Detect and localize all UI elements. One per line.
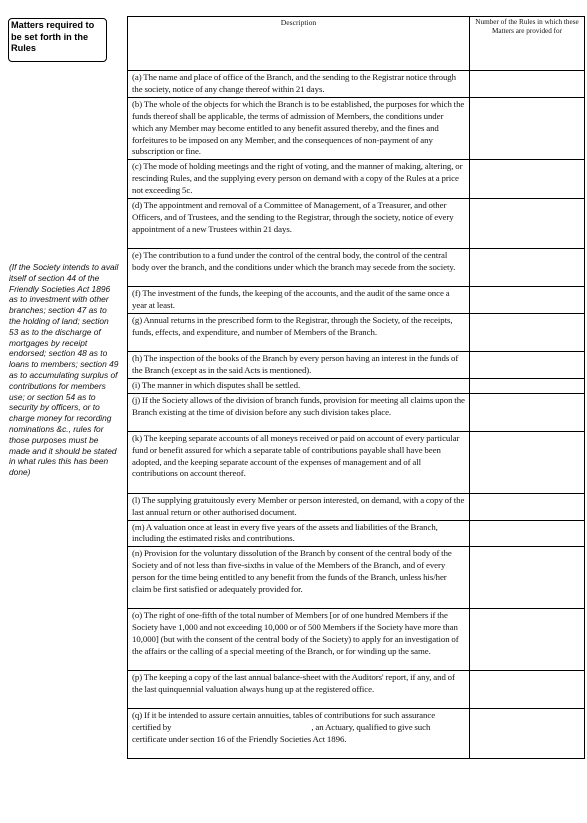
- table-row: [128, 351, 585, 378]
- row-f-description: (f) The investment of the funds, the keeping of the accounts, and the audit of the same once a year at least.: [128, 287, 470, 314]
- row-k-description: (k) The keeping separate accounts of all moneys received or paid on account of every particular fund or benefit assured for which a separate table of contributions payable shall have been adopted, and the keeping separate account of the expenses of management and of all contributions on account thereof.: [128, 431, 470, 493]
- row-i-rule-number: [470, 378, 585, 393]
- matters-heading-box: [8, 18, 107, 62]
- row-q-text-part-1: (q) If it be intended to assure certain annuities, tables of contributions for such assurance certified by: [132, 710, 436, 733]
- row-d-description: (d) The appointment and removal of a Committee of Management, of a Treasurer, and other Officers, and of Trustees, and the sending to the Registrar, through the society, notice of every appointment of a new Trustees within 21 days.: [128, 199, 470, 249]
- description-column-header: Description: [128, 17, 470, 71]
- table-row: [128, 609, 585, 671]
- row-h-rule-number: [470, 351, 585, 378]
- row-g-description: (g) Annual returns in the prescribed form to the Registrar, through the Society, of the receipts, funds, effects, and expenditure, and number of Members of the Branch.: [128, 313, 470, 351]
- row-g-rule-number: [470, 313, 585, 351]
- row-d-rule-number: [470, 199, 585, 249]
- rule-number-column-header: Number of the Rules in which these Matters are provided for: [470, 17, 585, 71]
- row-p-description: (p) The keeping a copy of the last annual balance-sheet with the Auditors' report, if any, and of the last quinquennial valuation always hung up at the registered office.: [128, 671, 470, 709]
- row-p-rule-number: [470, 671, 585, 709]
- table-header-row: [128, 17, 585, 71]
- table-row: [128, 71, 585, 98]
- row-e-rule-number: [470, 249, 585, 287]
- row-n-description: (n) Provision for the voluntary dissolution of the Branch by consent of the central body of the Society and of not less than five-sixths in value of the Members of the Branch, and of every person for the time being entitled to any benefit from the funds of the Branch, unless his/her claim be first satisfied or adequately provided for.: [128, 547, 470, 609]
- row-a-rule-number: [470, 71, 585, 98]
- table-row: [128, 520, 585, 547]
- row-l-description: (l) The supplying gratuitously every Member or person interested, on demand, with a copy of the last annual return or other authorised document.: [128, 493, 470, 520]
- row-l-rule-number: [470, 493, 585, 520]
- row-b-rule-number: [470, 97, 585, 160]
- table-row: [128, 287, 585, 314]
- row-o-description: (o) The right of one-fifth of the total number of Members [or of one hundred Members if the Society have 1,000 and not exceeding 10,000 or of 500 Members if the Society have more than 10,000] (but with the consent of the central body of the Society) to apply for an investigation of the affairs or the calling of a special meeting of the Branch, or for winding up the same.: [128, 609, 470, 671]
- row-q-text-part-2: , an Actuary, qualified to give such certificate under section 16 of the Friendly Societies Act 1896.: [132, 722, 431, 745]
- rules-matters-table: [127, 16, 585, 759]
- row-m-rule-number: [470, 520, 585, 547]
- row-m-description: (m) A valuation once at least in every five years of the assets and liabilities of the Branch, including the estimated risks and contributions.: [128, 520, 470, 547]
- table-row: [128, 547, 585, 609]
- matters-heading: Matters required to be set forth in the Rules: [11, 20, 95, 53]
- row-j-description: (j) If the Society allows of the division of branch funds, provision for meeting all claims upon the Branch existing at the time of division before any such division takes place.: [128, 393, 470, 431]
- row-a-description: (a) The name and place of office of the Branch, and the sending to the Registrar notice through the society, notice of any change thereof within 21 days.: [128, 71, 470, 98]
- table-row: [128, 709, 585, 759]
- table-row: [128, 199, 585, 249]
- society-sections-note: (If the Society intends to avail itself of section 44 of the Friendly Societies Act 1896 as to investment with other branches; section 47 as to the holding of land; section 53 as to the discharge of mortgages by receipt endorsed; section 48 as to loans to members; section 49 as to accumulating surplus of contributions for members use; or section 54 as to security by officers, or to charge money for recording nominations &c., rules for those purposes must be made and it should be stated in what rules this has been done): [9, 262, 119, 478]
- row-j-rule-number: [470, 393, 585, 431]
- table-row: [128, 671, 585, 709]
- table-row: [128, 160, 585, 199]
- row-q-rule-number: [470, 709, 585, 759]
- row-h-description: (h) The inspection of the books of the Branch by every person having an interest in the funds of the Branch (except as in the said Acts is mentioned).: [128, 351, 470, 378]
- table-row: [128, 313, 585, 351]
- row-q-description: [128, 709, 470, 759]
- row-b-description: (b) The whole of the objects for which the Branch is to be established, the purposes for which the funds thereof shall be applicable, the terms of admission of Members, the conditions under which any Member may become entitled to any benefit assured thereby, and the fines and forfeitures to be imposed on any Member, and the consequences of non-payment of any subscription or fine.: [128, 97, 470, 160]
- row-e-description: (e) The contribution to a fund under the control of the central body, the control of the central body over the branch, and the conditions under which the branch may secede from the society.: [128, 249, 470, 287]
- table-row: [128, 493, 585, 520]
- row-k-rule-number: [470, 431, 585, 493]
- row-i-description: (i) The manner in which disputes shall be settled.: [128, 378, 470, 393]
- row-c-description: (c) The mode of holding meetings and the right of voting, and the manner of making, altering, or rescinding Rules, and the supplying every person on demand with a copy of the Rules at a price not exceeding 5c.: [128, 160, 470, 199]
- row-n-rule-number: [470, 547, 585, 609]
- row-f-rule-number: [470, 287, 585, 314]
- row-o-rule-number: [470, 609, 585, 671]
- row-c-rule-number: [470, 160, 585, 199]
- table-row: [128, 393, 585, 431]
- table-row: [128, 249, 585, 287]
- table-row: [128, 97, 585, 160]
- table-row: [128, 378, 585, 393]
- table-row: [128, 431, 585, 493]
